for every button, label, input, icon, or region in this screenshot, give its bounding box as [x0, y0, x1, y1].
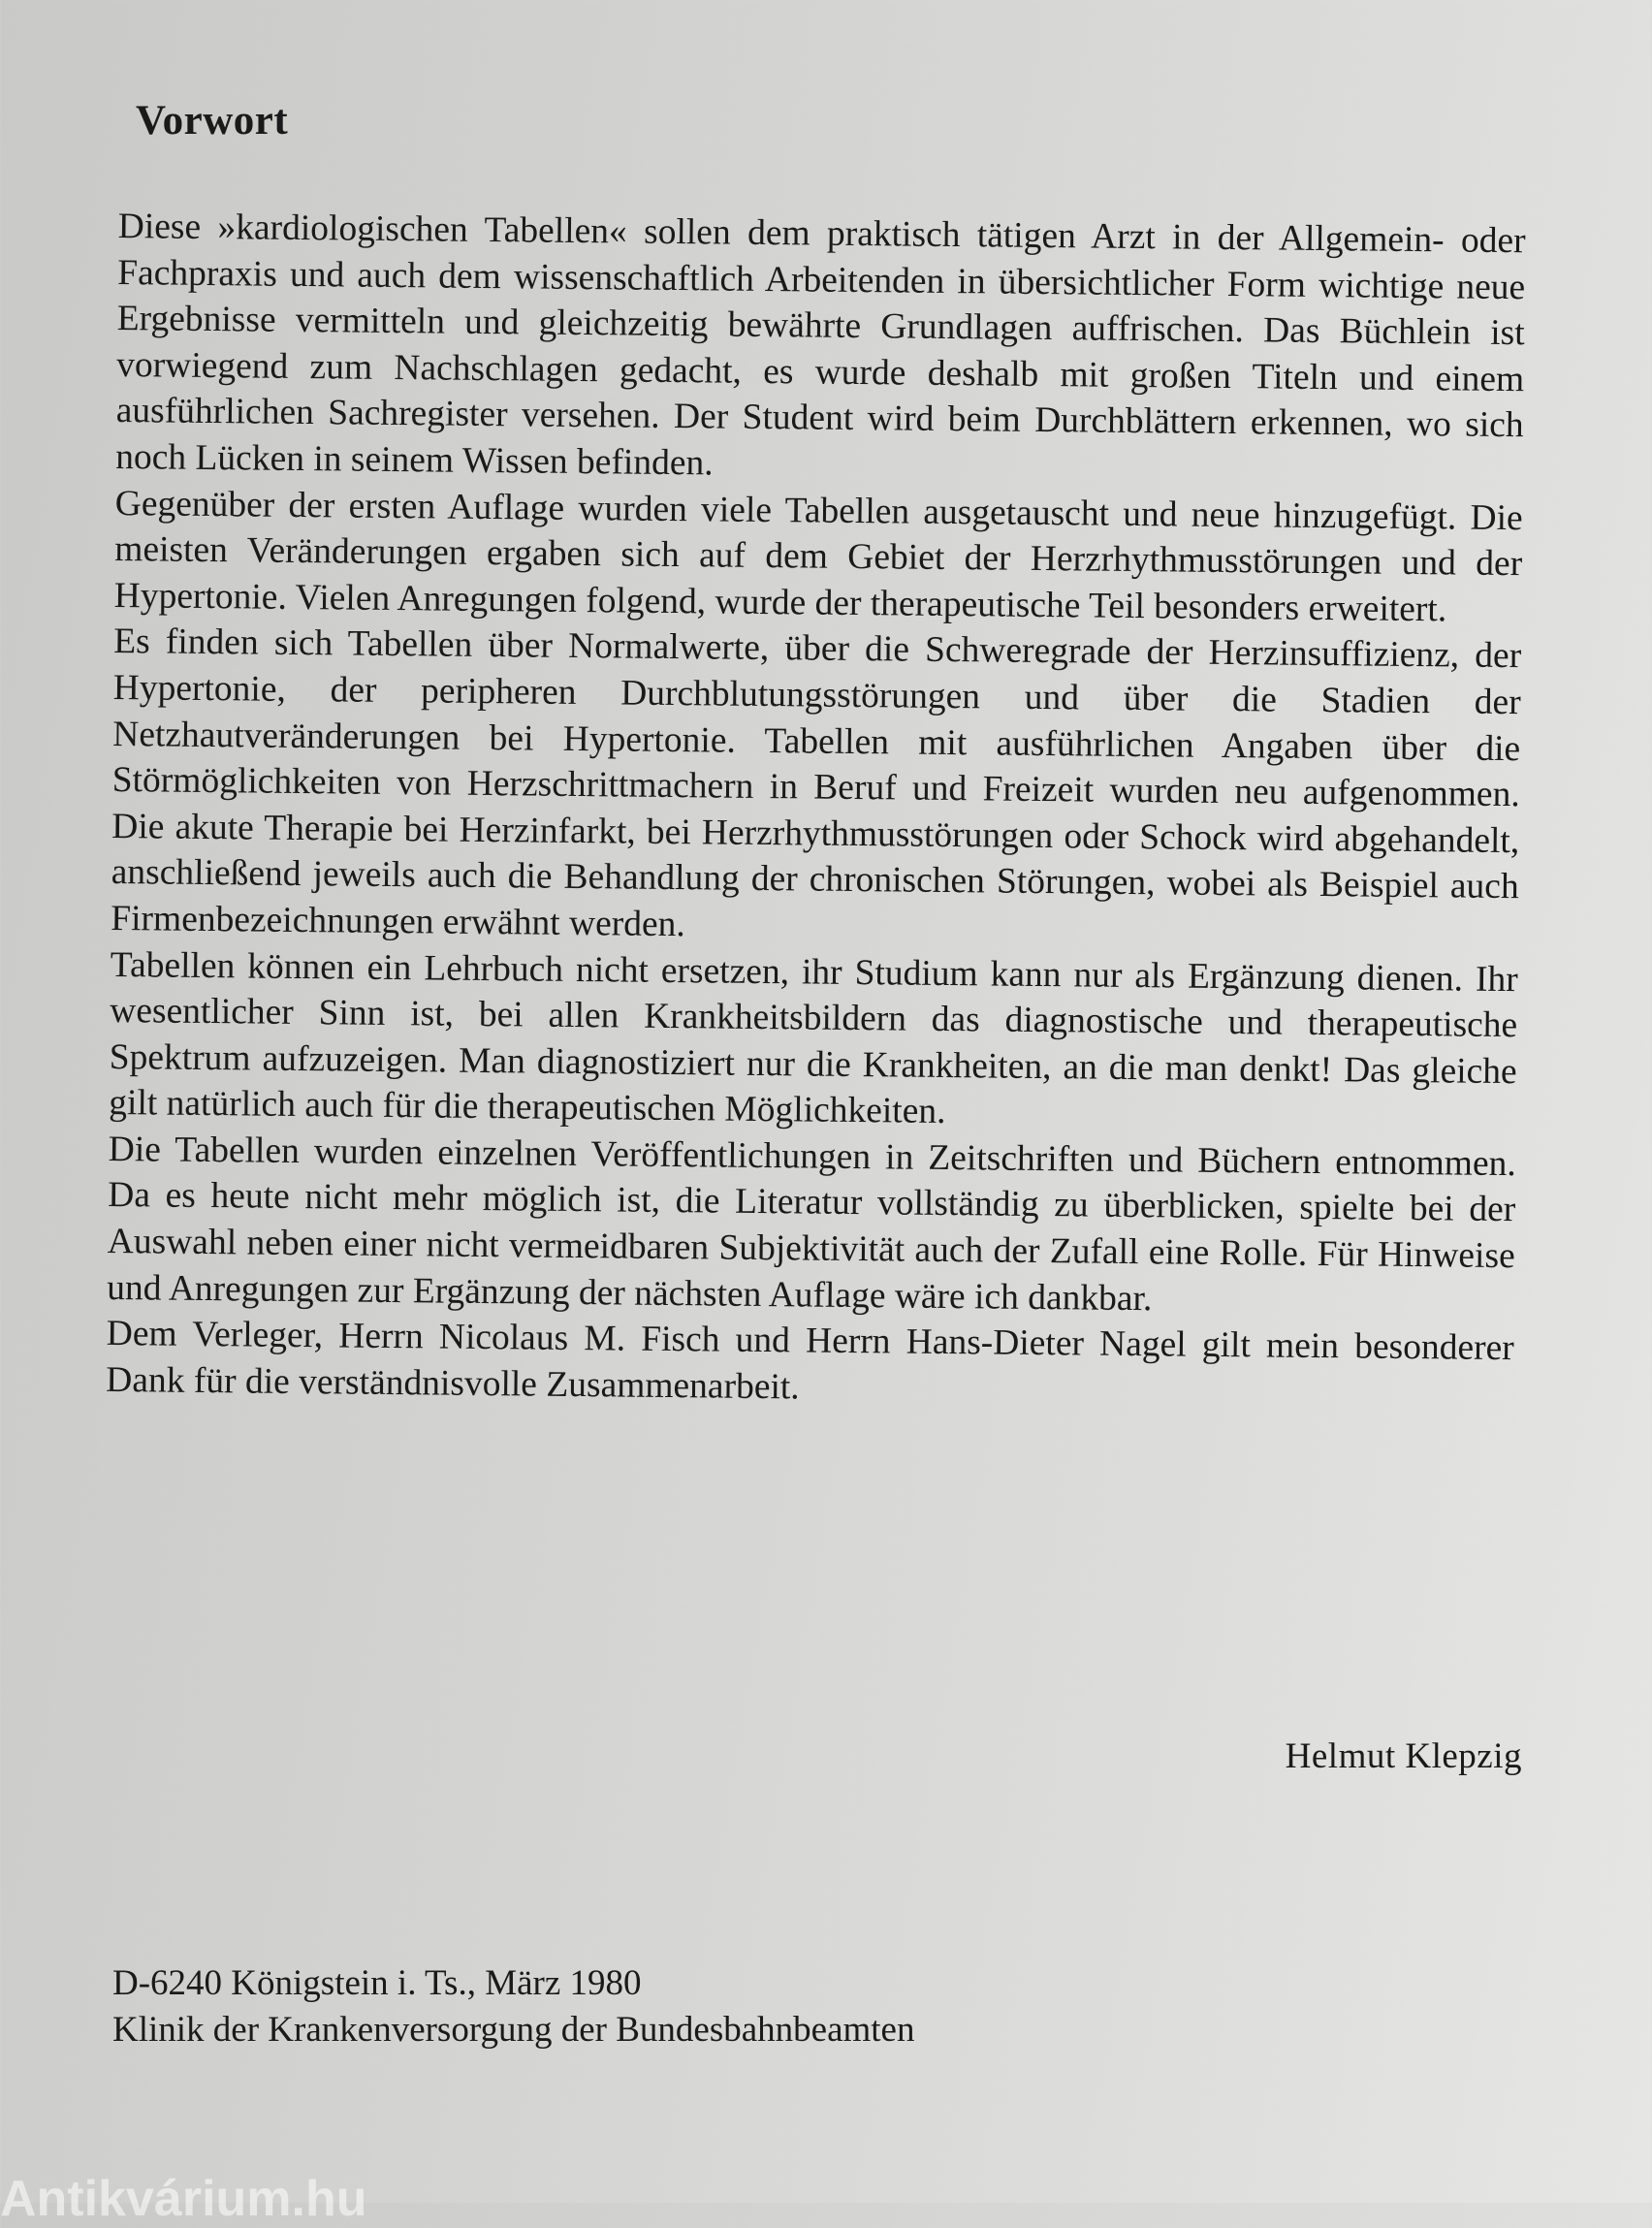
paragraph-4: Tabellen können ein Lehrbuch nicht ersetzen, ihr Studium kann nur als Ergänzung dienen. Ihr wesentlicher Sinn ist, bei allen Krankheitsbildern das diagnostische und therapeutische Spektrum aufzuzeigen. Man diagnostiziert nur die Krankheiten, an die man denkt! Das gleiche gilt natürlich auch für die therapeutischen Möglichkeiten. [109, 944, 1518, 1132]
footer-block [112, 1960, 914, 2053]
paragraph-3: Es finden sich Tabellen über Normalwerte, über die Schweregrade der Herzinsuffizienz, der Hypertonie, der peripheren Durchblutungsstörungen und über die Stadien der Netzhautveränderungen bei Hypertonie. Tabellen mit ausführlichen Angaben über die Störmöglichkeiten von Herzschrittmachern in Beruf und Freizeit wurden neu aufgenommen. Die akute Therapie bei Herzinfarkt, bei Herzrhythmusstörungen oder Schock wird abgehandelt, anschließend jeweils auch die Behandlung der chronischen Störungen, wobei als Beispiel auch Firmenbezeichnungen erwähnt werden. [111, 621, 1522, 945]
watermark: Antikvárium.hu [0, 2171, 367, 2227]
foreword-body [106, 204, 1526, 1418]
page-title: Vorwort [136, 98, 289, 143]
place-date: D-6240 Königstein i. Ts., März 1980 [112, 1963, 642, 2003]
paragraph-2: Gegenüber der ersten Auflage wurden viele Tabellen ausgetauscht und neue hinzugefügt. Die meisten Veränderungen ergaben sich auf dem Gebiet der Herzrhythmusstörungen und der Hypertonie. Vielen Anregungen folgend, wurde der therapeutische Teil besonders erweitert. [113, 483, 1523, 630]
paragraph-6: Dem Verleger, Herrn Nicolaus M. Fisch und Herrn Hans-Dieter Nagel gilt mein besonderer Dank für die verständnisvolle Zusammenarbeit. [106, 1314, 1514, 1408]
author-signature: Helmut Klepzig [1285, 1736, 1522, 1776]
paragraph-1: Diese »kardiologischen Tabellen« sollen dem praktisch tätigen Arzt in der Allgemein- oder Fachpraxis und auch dem wissenschaftlich Arbeitenden in übersichtlicher Form wichtige neue Ergebnisse vermitteln und gleichzeitig bewährte Grundlagen auffrischen. Das Büchlein ist vorwiegend zum Nachschlagen gedacht, es wurde deshalb mit großen Titeln und einem ausführlichen Sachregister versehen. Der Student wird beim Durchblättern erkennen, wo sich noch Lücken in seinem Wissen befinden. [115, 206, 1526, 484]
institution: Klinik der Krankenversorgung der Bundesbahnbeamten [112, 2010, 915, 2050]
paragraph-5: Die Tabellen wurden einzelnen Veröffentlichungen in Zeitschriften und Büchern entnommen. Da es heute nicht mehr möglich ist, die Literatur vollständig zu überblicken, spielte bei der Auswahl neben einer nicht vermeidbaren Subjektivität auch der Zufall eine Rolle. Für Hinweise und Anregungen zur Ergänzung der nächsten Auflage wäre ich dankbar. [107, 1129, 1516, 1319]
